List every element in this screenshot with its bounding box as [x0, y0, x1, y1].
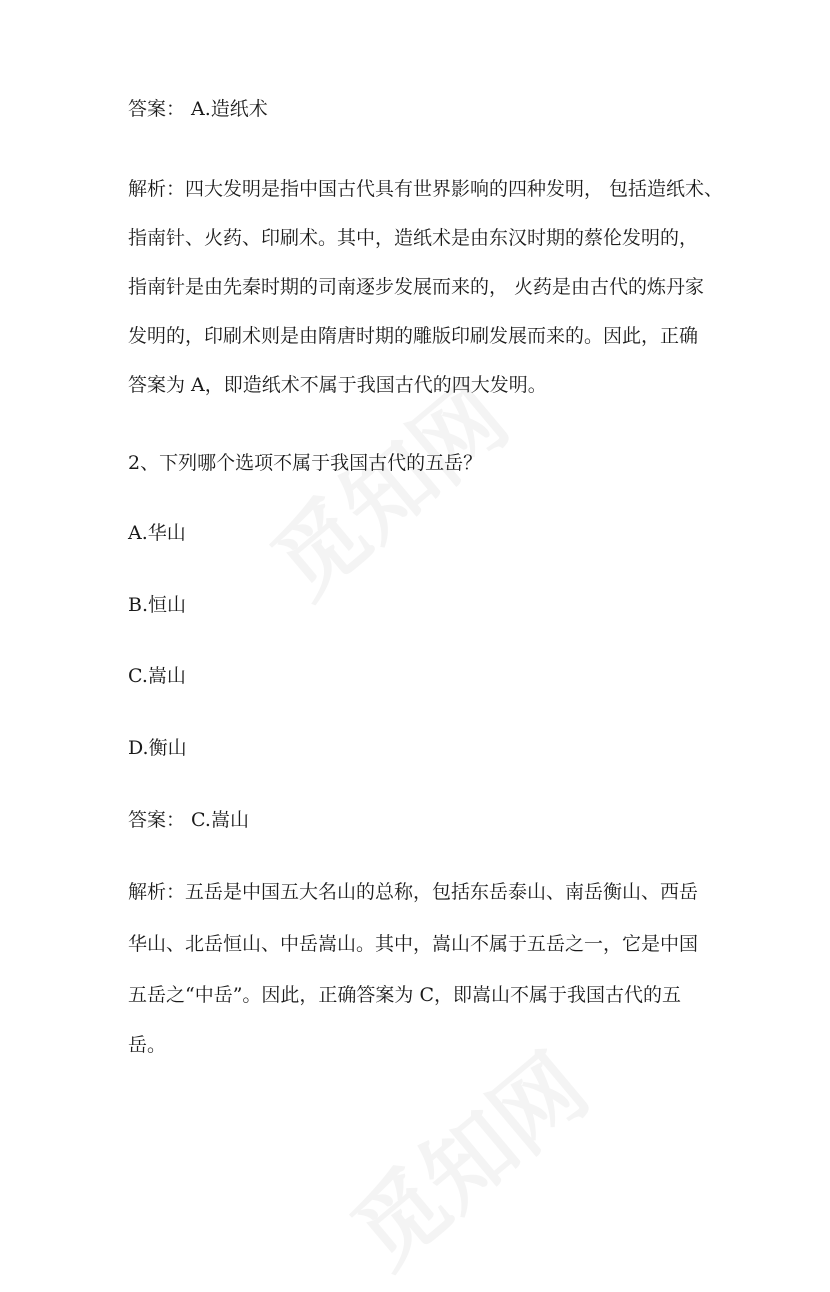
q2-answer: 答案： C.嵩山: [128, 809, 249, 831]
q1-answer: 答案： A.造纸术: [128, 98, 268, 120]
q2-option-d: D.衡山: [128, 737, 187, 759]
q2-explanation-line: 解析：五岳是中国五大名山的总称，包括东岳泰山、南岳衡山、西岳: [128, 881, 699, 903]
q2-option-c: C.嵩山: [128, 665, 186, 687]
watermark-bottom: [320, 1018, 610, 1291]
q1-explanation-line: 指南针是由先秦时期的司南逐步发展而来的， 火药是由古代的炼丹家: [128, 276, 705, 298]
q2-question: 2、下列哪个选项不属于我国古代的五岳？: [128, 452, 483, 474]
q2-explanation-line: 华山、北岳恒山、中岳嵩山。其中，嵩山不属于五岳之一，它是中国: [128, 933, 699, 955]
q1-explanation-line: 发明的，印刷术则是由隋唐时期的雕版印刷发展而来的。因此，正确: [128, 325, 699, 347]
q2-explanation-line: 岳。: [128, 1034, 167, 1056]
q1-explanation-line: 答案为 A，即造纸术不属于我国古代的四大发明。: [128, 374, 547, 396]
q2-option-a: A.华山: [128, 522, 186, 544]
q1-explanation-line: 指南针、火药、印刷术。其中，造纸术是由东汉时期的蔡伦发明的，: [128, 227, 699, 249]
q1-explanation-line: 解析：四大发明是指中国古代具有世界影响的四种发明， 包括造纸术、: [128, 178, 724, 200]
q2-option-b: B.恒山: [128, 594, 187, 616]
q2-explanation-line: 五岳之“中岳”。因此，正确答案为 C，即嵩山不属于我国古代的五: [128, 984, 682, 1006]
